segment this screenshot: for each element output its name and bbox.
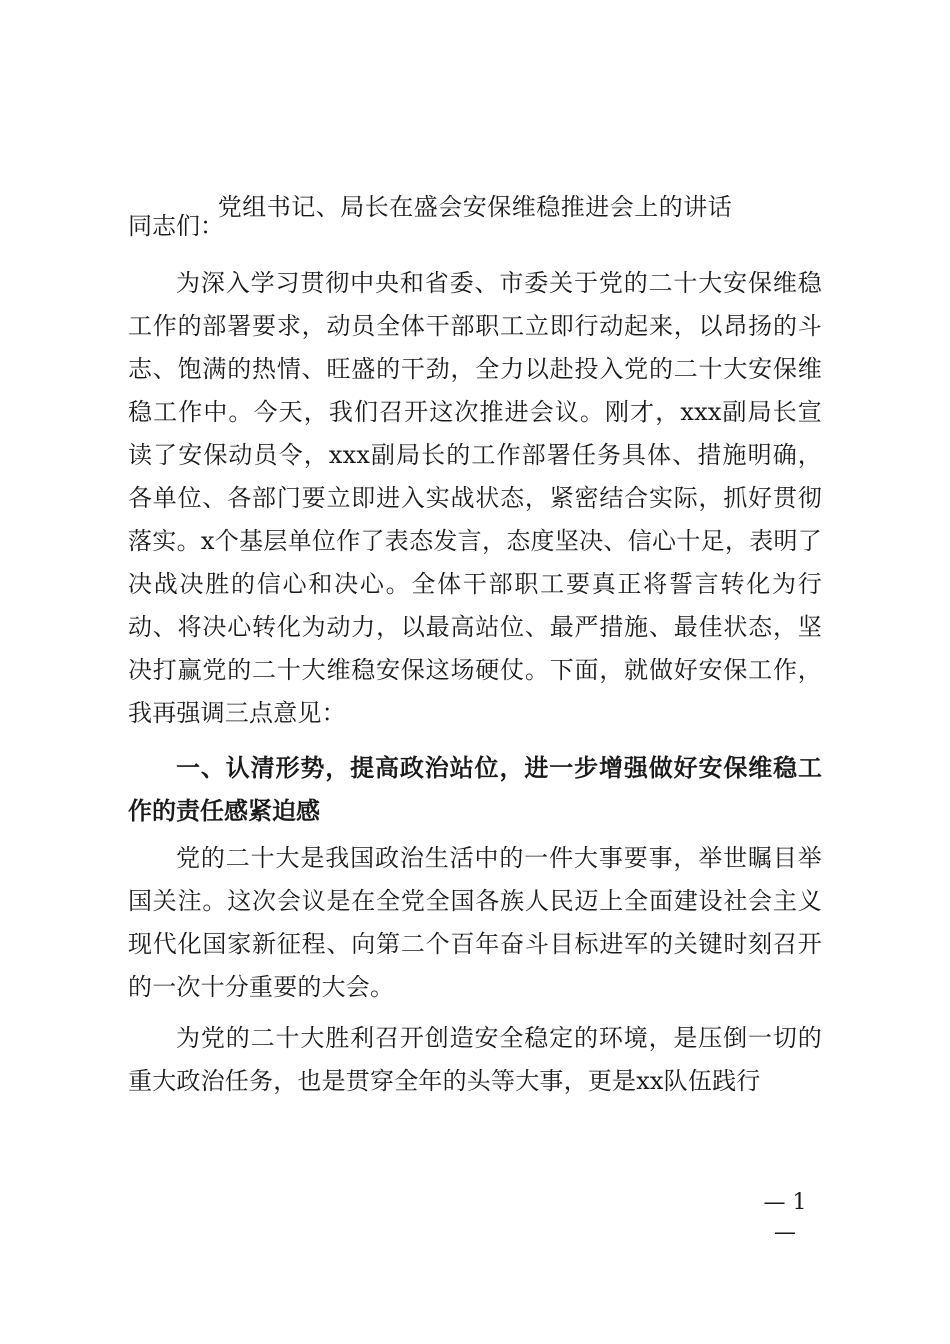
page-number: — 1 — (763, 1190, 807, 1245)
salutation: 同志们： (128, 212, 224, 240)
document-body (128, 205, 822, 1103)
spacer (128, 1009, 822, 1017)
intro-paragraph: 为深入学习贯彻中央和省委、市委关于党的二十大安保维稳工作的部署要求，动员全体干部职工立即行动起来，以昂扬的斗志、饱满的热情、旺盛的干劲，全力以赴投入党的二十大安保维稳工作中。今天，我们召开这次推进会议。刚才，xxx副局长宣读了安保动员令，xxx副局长的工作部署任务具体、措施明确，各单位、各部门要立即进入实战状态，紧密结合实际，抓好贯彻落实。x个基层单位作了表态发言，态度坚决、信心十足，表明了决战决胜的信心和决心。全体干部职工要真正将誓言转化为行动、将决心转化为动力，以最高站位、最严措施、最佳状态，坚决打赢党的二十大维稳安保这场硬仗。下面，就做好安保工作，我再强调三点意见： (128, 269, 822, 727)
spacer (128, 735, 822, 743)
section-heading: 一、认清形势，提高政治站位，进一步增强做好安保维稳工作的责任感紧迫感 (128, 754, 822, 825)
document-title: 党组书记、局长在盛会安保维稳推进会上的讲话 (217, 193, 733, 221)
section-paragraph: 为党的二十大胜利召开创造安全稳定的环境，是压倒一切的重大政治任务，也是贯穿全年的头等大事，更是xx队伍践行 (128, 1024, 822, 1095)
section-paragraph: 党的二十大是我国政治生活中的一件大事要事，举世瞩目举国关注。这次会议是在全党全国各族人民迈上全面建设社会主义现代化国家新征程、向第二个百年奋斗目标进军的关键时刻召开的一次十分重要的大会。 (128, 844, 822, 1001)
